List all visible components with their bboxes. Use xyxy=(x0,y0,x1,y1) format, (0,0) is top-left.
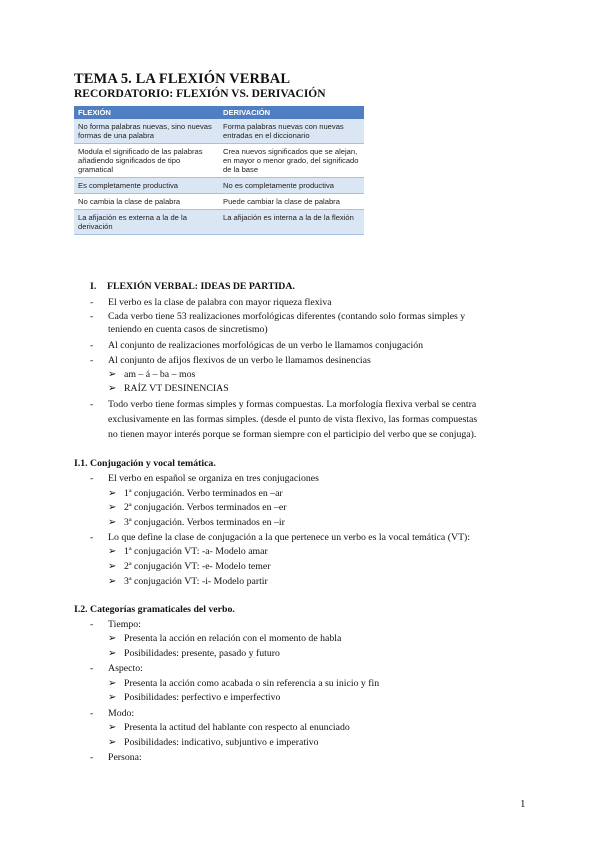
arrow-bullet-icon: ➢ xyxy=(108,546,117,557)
dash-bullet: - xyxy=(90,708,94,719)
dash-bullet: - xyxy=(90,355,94,366)
table-cell: Forma palabras nuevas con nuevas entradas en el diccionario xyxy=(219,119,364,144)
table-row xyxy=(74,119,364,144)
table-header-cell: FLEXIÓN xyxy=(74,106,219,119)
arrow-bullet-icon: ➢ xyxy=(108,561,117,572)
table-cell: La afijación es externa a la de la derivación xyxy=(74,210,219,235)
dash-bullet: - xyxy=(90,663,94,674)
sub-list-item: 2ª conjugación. Verbos terminados en –er xyxy=(124,502,287,513)
list-item: Al conjunto de afijos flexivos de un verbo le llamamos desinencias xyxy=(108,355,371,366)
arrow-bullet-icon: ➢ xyxy=(108,488,117,499)
comparison-table xyxy=(74,106,364,235)
table-row xyxy=(74,194,364,210)
list-item-continuation: exclusivamente en las formas simples. (desde el punto de vista flexivo, las formas compuestas xyxy=(108,414,478,425)
table-cell: Es completamente productiva xyxy=(74,178,219,194)
dash-bullet: - xyxy=(90,340,94,351)
table-cell: La afijación es interna a la de la flexión xyxy=(219,210,364,235)
sub-list-item: 1ª conjugación. Verbo terminados en –ar xyxy=(124,488,283,499)
document-subtitle: RECORDATORIO: FLEXIÓN VS. DERIVACIÓN xyxy=(74,88,326,100)
table-cell: No cambia la clase de palabra xyxy=(74,194,219,210)
list-item: Tiempo: xyxy=(108,619,141,630)
list-item: Todo verbo tiene formas simples y formas compuestas. La morfología flexiva verbal se centra xyxy=(108,399,477,410)
arrow-bullet-icon: ➢ xyxy=(108,369,117,380)
arrow-bullet-icon: ➢ xyxy=(108,517,117,528)
section-number: I. xyxy=(90,281,97,292)
sub-list-item: am – á – ba – mos xyxy=(124,369,196,380)
list-item: Persona: xyxy=(108,752,142,763)
sub-list-item: Posibilidades: perfectivo e imperfectivo xyxy=(124,692,281,703)
arrow-bullet-icon: ➢ xyxy=(108,678,117,689)
arrow-bullet-icon: ➢ xyxy=(108,383,117,394)
subsection-heading: I.1. Conjugación y vocal temática. xyxy=(74,458,216,469)
sub-list-item: 3ª conjugación VT: -i- Modelo partir xyxy=(124,576,268,587)
subsection-heading: I.2. Categorías gramaticales del verbo. xyxy=(74,604,235,615)
table-cell: Crea nuevos significados que se alejan, en mayor o menor grado, del significado de la base xyxy=(219,144,364,178)
arrow-bullet-icon: ➢ xyxy=(108,576,117,587)
dash-bullet: - xyxy=(90,311,94,322)
arrow-bullet-icon: ➢ xyxy=(108,633,117,644)
sub-list-item: 2ª conjugación VT: -e- Modelo temer xyxy=(124,561,271,572)
table-row xyxy=(74,210,364,235)
list-item: El verbo es la clase de palabra con mayor riqueza flexiva xyxy=(108,297,332,308)
table-header-row xyxy=(74,106,364,119)
table-row xyxy=(74,178,364,194)
list-item: Lo que define la clase de conjugación a la que pertenece un verbo es la vocal temática (VT): xyxy=(108,532,471,543)
dash-bullet: - xyxy=(90,297,94,308)
sub-list-item: Presenta la acción en relación con el momento de habla xyxy=(124,633,342,644)
dash-bullet: - xyxy=(90,399,94,410)
list-item: Al conjunto de realizaciones morfológicas de un verbo le llamamos conjugación xyxy=(108,340,424,351)
arrow-bullet-icon: ➢ xyxy=(108,737,117,748)
sub-list-item: 1ª conjugación VT: -a- Modelo amar xyxy=(124,546,268,557)
table-cell: No es completamente productiva xyxy=(219,178,364,194)
list-item: Cada verbo tiene 53 realizaciones morfológicas diferentes (contando solo formas simples y xyxy=(108,311,466,322)
list-item-continuation: no tienen mayor interés porque se forman siempre con el participio del verbo que se conjuga). xyxy=(108,429,477,440)
section-heading: FLEXIÓN VERBAL: IDEAS DE PARTIDA. xyxy=(107,281,295,292)
sub-list-item: Posibilidades: indicativo, subjuntivo e imperativo xyxy=(124,737,319,748)
list-item: El verbo en español se organiza en tres conjugaciones xyxy=(108,473,319,484)
sub-list-item: Posibilidades: presente, pasado y futuro xyxy=(124,648,280,659)
dash-bullet: - xyxy=(90,619,94,630)
document-title: TEMA 5. LA FLEXIÓN VERBAL xyxy=(74,71,291,87)
page-number: 1 xyxy=(520,798,526,810)
arrow-bullet-icon: ➢ xyxy=(108,692,117,703)
list-item: Aspecto: xyxy=(108,663,143,674)
table-row xyxy=(74,144,364,178)
dash-bullet: - xyxy=(90,473,94,484)
table-cell: Modula el significado de las palabras añadiendo significados de tipo gramatical xyxy=(74,144,219,178)
arrow-bullet-icon: ➢ xyxy=(108,648,117,659)
list-item: Modo: xyxy=(108,708,135,719)
sub-list-item: 3ª conjugación. Verbos terminados en –ir xyxy=(124,517,285,528)
arrow-bullet-icon: ➢ xyxy=(108,722,117,733)
dash-bullet: - xyxy=(90,752,94,763)
table-header-cell: DERIVACIÓN xyxy=(219,106,364,119)
list-item-continuation: teniendo en cuenta casos de sincretismo) xyxy=(108,324,268,335)
table-cell: No forma palabras nuevas, sino nuevas formas de una palabra xyxy=(74,119,219,144)
sub-list-item: RAÍZ VT DESINENCIAS xyxy=(124,383,229,394)
dash-bullet: - xyxy=(90,532,94,543)
arrow-bullet-icon: ➢ xyxy=(108,502,117,513)
sub-list-item: Presenta la acción como acabada o sin referencia a su inicio y fin xyxy=(124,678,380,689)
table-cell: Puede cambiar la clase de palabra xyxy=(219,194,364,210)
sub-list-item: Presenta la actitud del hablante con respecto al enunciado xyxy=(124,722,350,733)
